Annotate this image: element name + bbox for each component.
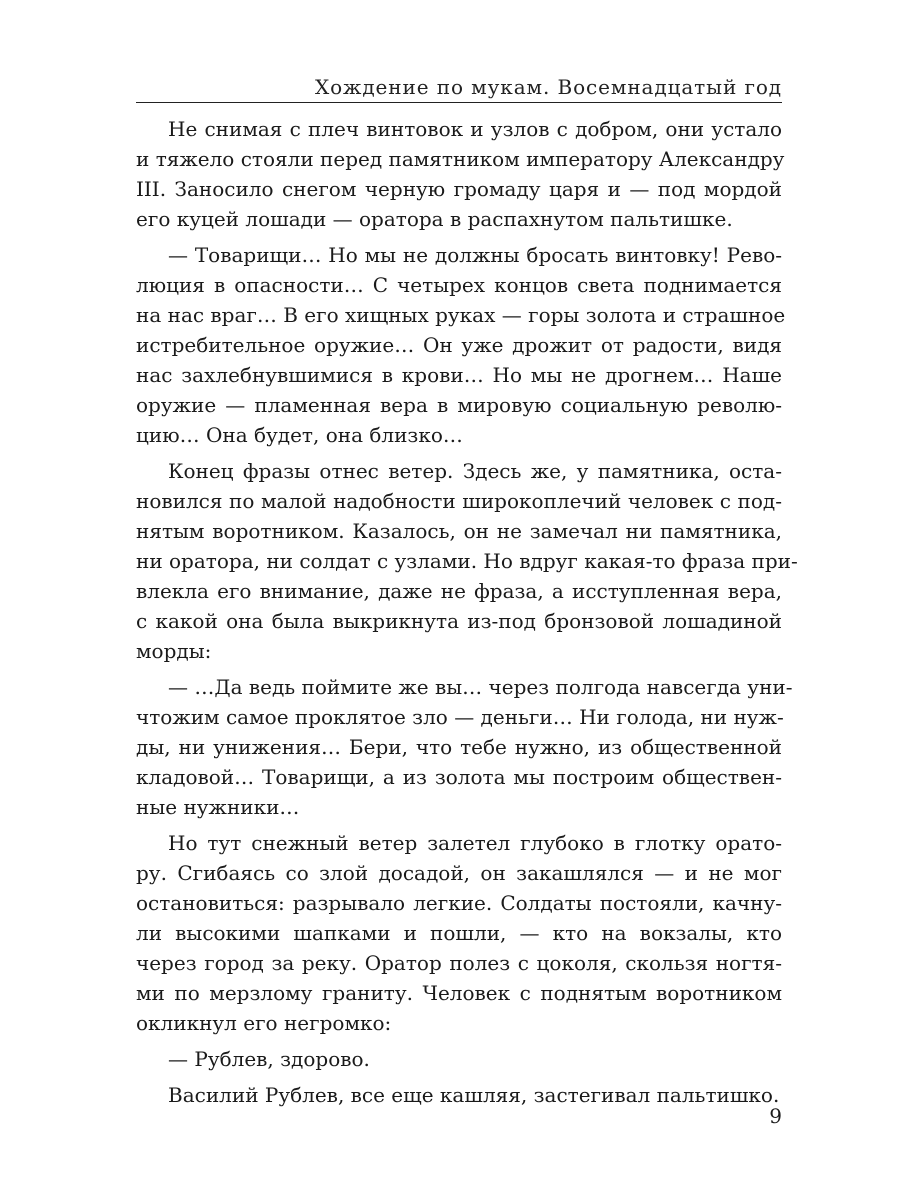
text-line: люция в опасности… С четырех концов света поднимается [136, 273, 782, 297]
text-line: Но тут снежный ветер залетел глубоко в глотку орато- [168, 831, 782, 855]
paragraph [136, 456, 798, 666]
text-line: — …Да ведь поймите же вы… через полгода навсегда уни- [168, 675, 793, 699]
text-line: его куцей лошади — оратора в распахнутом пальтишке. [136, 207, 733, 231]
text-line: Василий Рублев, все еще кашляя, застегивал пальтишко. [168, 1083, 780, 1107]
header-rule [136, 102, 782, 103]
text-line: на нас враг… В его хищных руках — горы золота и страшное [136, 303, 786, 327]
text-line: нас захлебнувшимися в крови… Но мы не дрогнем… Наше [136, 363, 782, 387]
text-line: морды: [136, 639, 212, 663]
text-line: нятым воротником. Казалось, он не замечал ни памятника, [136, 519, 782, 543]
paragraph [136, 828, 782, 1038]
text-line: оружие — пламенная вера в мировую социальную револю- [136, 393, 782, 417]
text-line: влекла его внимание, даже не фраза, а исступленная вера, [136, 579, 782, 603]
text-line: III. Заносило снегом черную громаду царя и — под мордой [136, 177, 782, 201]
text-line: Не снимая с плеч винтовок и узлов с добром, они устало [168, 117, 782, 141]
text-body [136, 114, 798, 1116]
text-line: цию… Она будет, она близко… [136, 423, 463, 447]
text-line: ни оратора, ни солдат с узлами. Но вдруг какая-то фраза при- [136, 549, 798, 573]
paragraph [136, 672, 793, 822]
text-line: ды, ни унижения… Бери, что тебе нужно, из общественной [136, 735, 782, 759]
text-line: — Рублев, здорово. [168, 1047, 370, 1071]
text-line: через город за реку. Оратор полез с цоколя, скользя ногтя- [136, 951, 782, 975]
text-line: ные нужники… [136, 795, 300, 819]
running-header: Хождение по мукам. Восемнадцатый год [314, 75, 782, 99]
text-line: остановиться: разрывало легкие. Солдаты постояли, качну- [136, 891, 782, 915]
text-line: истребительное оружие… Он уже дрожит от радости, видя [136, 333, 782, 357]
text-line: ли высокими шапками и пошли, — кто на вокзалы, кто [136, 921, 782, 945]
text-line: новился по малой надобности широкоплечий человек с под- [136, 489, 782, 513]
paragraph [136, 114, 785, 234]
text-line: ру. Сгибаясь со злой досадой, он закашлялся — и не мог [136, 861, 782, 885]
page-number: 9 [769, 1104, 782, 1128]
text-line: и тяжело стояли перед памятником императору Александру [136, 147, 785, 171]
text-line: — Товарищи… Но мы не должны бросать винтовку! Рево- [168, 243, 782, 267]
text-line: Конец фразы отнес ветер. Здесь же, у памятника, оста- [168, 459, 782, 483]
text-line: кладовой… Товарищи, а из золота мы построим обществен- [136, 765, 782, 789]
paragraph [136, 240, 786, 450]
text-line: с какой она была выкрикнута из-под бронзовой лошадиной [136, 609, 782, 633]
text-line: окликнул его негромко: [136, 1011, 392, 1035]
paragraph [136, 1044, 782, 1074]
text-line: чтожим самое проклятое зло — деньги… Ни голода, ни нуж- [136, 705, 784, 729]
text-line: ми по мерзлому граниту. Человек с поднятым воротником [136, 981, 782, 1005]
